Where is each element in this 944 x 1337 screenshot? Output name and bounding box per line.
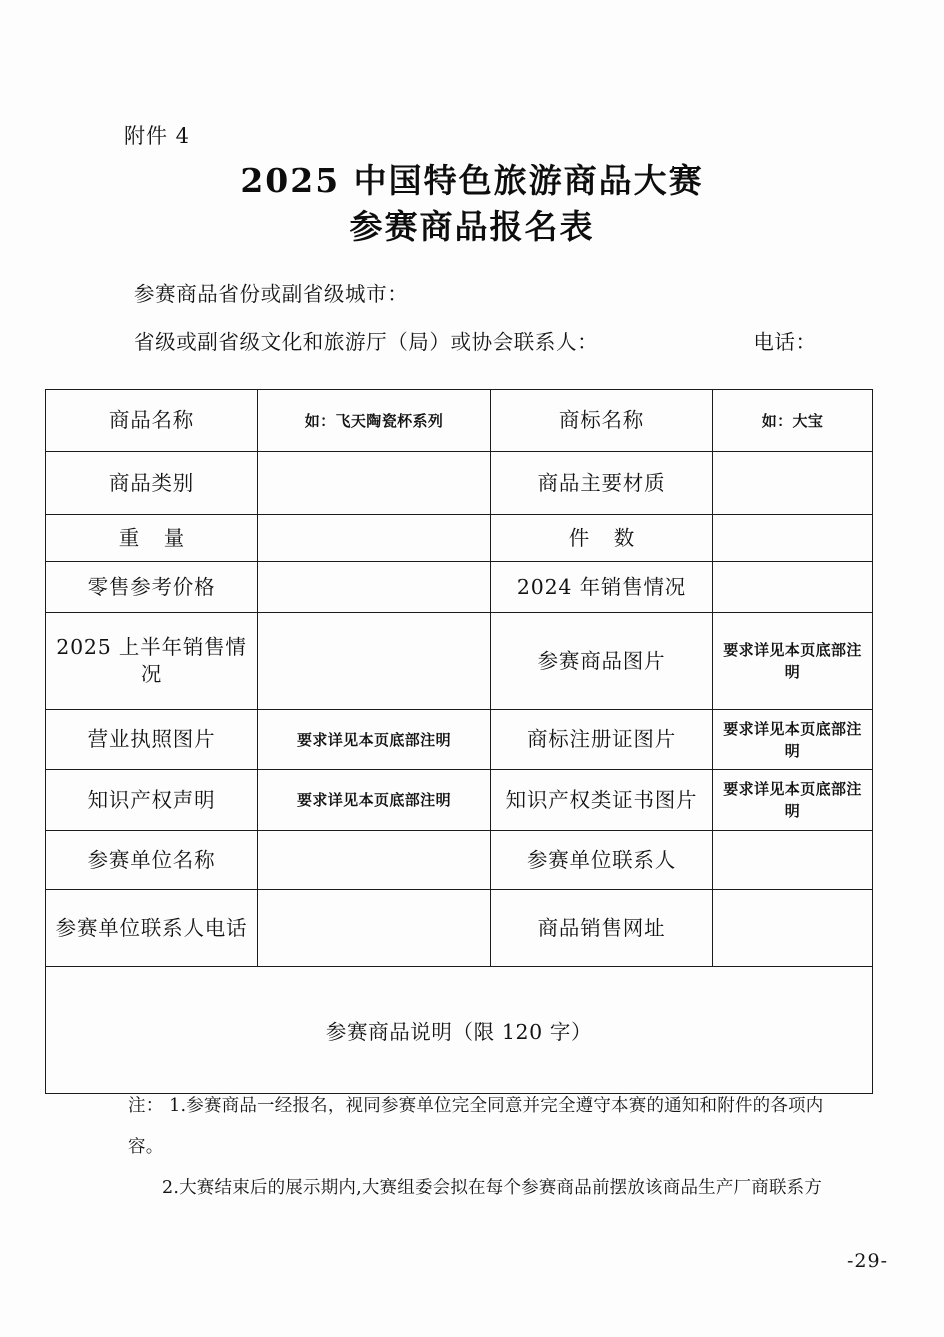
contact-field-row — [134, 318, 894, 366]
phone-label: 电话： — [753, 330, 817, 354]
page-number: -29- — [846, 1250, 888, 1272]
footnotes — [128, 1086, 890, 1209]
row-label-product-category: 商品类别 — [46, 452, 258, 515]
row-value-retail-price[interactable] — [258, 562, 491, 613]
title-line-1: 2025 中国特色旅游商品大赛 — [240, 161, 704, 200]
page-title — [0, 158, 944, 250]
table-row — [46, 562, 873, 613]
footnote-line-3: 2.大赛结束后的展示期内,大赛组委会拟在每个参赛商品前摆放该商品生产厂商联系方 — [162, 1178, 823, 1198]
table-row — [46, 890, 873, 967]
product-description-cell[interactable] — [46, 967, 873, 1094]
row-value-piece-count[interactable] — [713, 515, 873, 562]
row-value-trademark-cert[interactable]: 要求详见本页底部注明 — [713, 710, 873, 770]
row-value-business-license[interactable]: 要求详见本页底部注明 — [258, 710, 491, 770]
row-value-entrant-phone[interactable] — [258, 890, 491, 967]
table-row — [46, 831, 873, 890]
row-label-business-license: 营业执照图片 — [46, 710, 258, 770]
row-value-ip-certificate-image[interactable]: 要求详见本页底部注明 — [713, 770, 873, 831]
province-field-row — [134, 270, 894, 318]
row-label-entrant-phone: 参赛单位联系人电话 — [46, 890, 258, 967]
header-fields — [134, 270, 894, 366]
product-description-label: 参赛商品说明（限 120 字） — [325, 1020, 593, 1044]
registration-form-table — [45, 389, 873, 1094]
row-label-weight: 重 量 — [46, 515, 258, 562]
table-row — [46, 613, 873, 710]
row-value-main-material[interactable] — [713, 452, 873, 515]
row-label-product-image: 参赛商品图片 — [491, 613, 713, 710]
footnote-line-1: 注： 1.参赛商品一经报名，视同参赛单位完全同意并完全遵守本赛的通知和附件的各项内 — [128, 1096, 824, 1116]
table-row-description — [46, 967, 873, 1094]
row-value-entrant-contact[interactable] — [713, 831, 873, 890]
row-value-sales-website[interactable] — [713, 890, 873, 967]
row-value-product-image[interactable]: 要求详见本页底部注明 — [713, 613, 873, 710]
row-label-sales-2025h1: 2025 上半年销售情况 — [46, 613, 258, 710]
row-label-trademark-cert: 商标注册证图片 — [491, 710, 713, 770]
row-label-retail-price: 零售参考价格 — [46, 562, 258, 613]
row-value-sales-2025h1[interactable] — [258, 613, 491, 710]
row-label-ip-certificate-image: 知识产权类证书图片 — [491, 770, 713, 831]
contact-label: 省级或副省级文化和旅游厅（局）或协会联系人： — [134, 330, 599, 354]
row-value-entrant-name[interactable] — [258, 831, 491, 890]
row-label-piece-count: 件 数 — [491, 515, 713, 562]
row-label-sales-2024: 2024 年销售情况 — [491, 562, 713, 613]
row-value-sales-2024[interactable] — [713, 562, 873, 613]
table-row — [46, 770, 873, 831]
row-value-product-category[interactable] — [258, 452, 491, 515]
row-label-brand-name: 商标名称 — [491, 390, 713, 452]
row-label-entrant-name: 参赛单位名称 — [46, 831, 258, 890]
row-label-entrant-contact: 参赛单位联系人 — [491, 831, 713, 890]
row-label-sales-website: 商品销售网址 — [491, 890, 713, 967]
row-value-product-name[interactable]: 如：飞天陶瓷杯系列 — [258, 390, 491, 452]
table-row — [46, 515, 873, 562]
row-value-brand-name[interactable]: 如：大宝 — [713, 390, 873, 452]
attachment-label: 附件 4 — [124, 124, 191, 148]
table-row — [46, 452, 873, 515]
province-label: 参赛商品省份或副省级城市： — [134, 282, 409, 306]
row-label-ip-statement: 知识产权声明 — [46, 770, 258, 831]
row-value-weight[interactable] — [258, 515, 491, 562]
row-value-ip-statement[interactable]: 要求详见本页底部注明 — [258, 770, 491, 831]
row-label-main-material: 商品主要材质 — [491, 452, 713, 515]
table-row — [46, 710, 873, 770]
row-label-product-name: 商品名称 — [46, 390, 258, 452]
table-row — [46, 390, 873, 452]
footnote-line-2: 容。 — [128, 1137, 164, 1157]
title-line-2: 参赛商品报名表 — [349, 207, 595, 246]
